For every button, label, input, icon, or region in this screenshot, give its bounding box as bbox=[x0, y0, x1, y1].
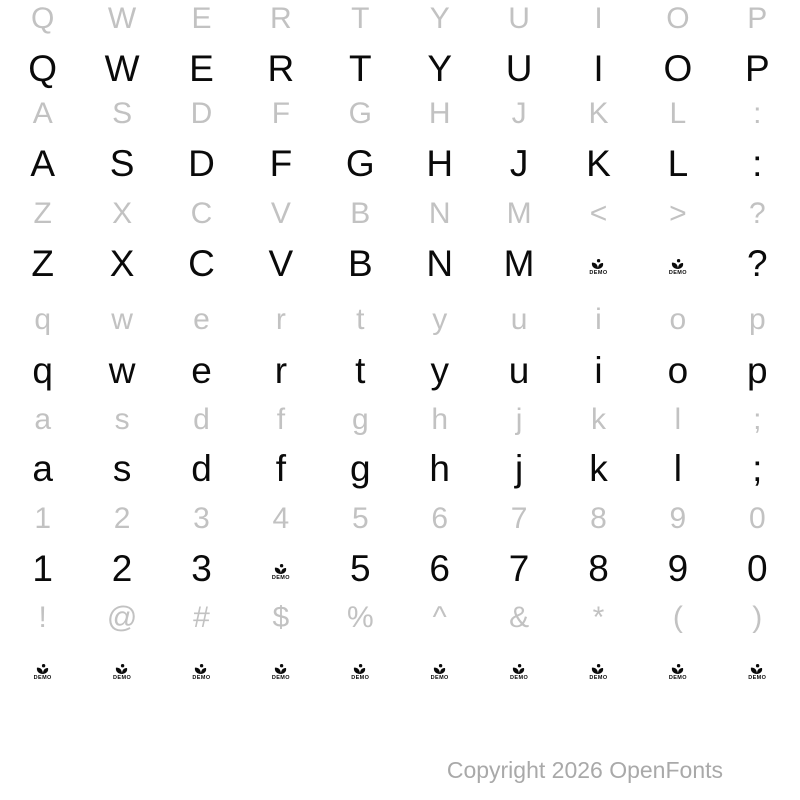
char-cell: g bbox=[351, 403, 369, 436]
char-cell: y bbox=[432, 303, 448, 336]
char-cell: p bbox=[748, 303, 766, 336]
char-cell: C bbox=[190, 197, 213, 230]
demo-label: DEMO bbox=[271, 575, 290, 582]
demo-label: DEMO bbox=[271, 675, 290, 682]
reference-symbols-row bbox=[3, 593, 797, 643]
demo-label: DEMO bbox=[668, 270, 687, 277]
char-cell: ? bbox=[747, 242, 768, 284]
demo-glyph bbox=[347, 662, 373, 682]
char-cell: Z bbox=[31, 242, 54, 284]
char-cell: o bbox=[669, 303, 687, 336]
char-cell: K bbox=[586, 142, 611, 184]
char-cell: 9 bbox=[669, 502, 687, 535]
reference-uppercase-home-row bbox=[3, 89, 797, 139]
specimen-lowercase-qwerty-row bbox=[3, 345, 797, 395]
char-cell: V bbox=[270, 197, 291, 230]
char-cell: V bbox=[268, 242, 294, 284]
char-cell: W bbox=[107, 2, 137, 35]
demo-label: DEMO bbox=[748, 675, 767, 682]
char-cell: l bbox=[674, 403, 682, 436]
reference-lowercase-qwerty-row bbox=[3, 295, 797, 345]
char-cell: r bbox=[275, 303, 286, 336]
char-cell: H bbox=[426, 142, 454, 184]
char-cell: F bbox=[269, 142, 293, 184]
char-cell: 6 bbox=[431, 502, 449, 535]
char-cell: D bbox=[190, 97, 213, 130]
char-cell: Q bbox=[28, 47, 58, 89]
char-cell: X bbox=[109, 242, 135, 284]
char-cell: q bbox=[34, 303, 52, 336]
char-cell: t bbox=[356, 303, 365, 336]
specimen-lowercase-home-row bbox=[3, 443, 797, 493]
char-cell: ; bbox=[753, 403, 762, 436]
char-cell: w bbox=[111, 303, 133, 336]
char-cell: B bbox=[350, 197, 371, 230]
demo-glyph bbox=[30, 662, 56, 682]
demo-fleuron-icon bbox=[744, 662, 770, 675]
demo-fleuron-icon bbox=[585, 257, 611, 270]
char-cell: 7 bbox=[508, 547, 530, 589]
char-cell: P bbox=[747, 2, 768, 35]
char-cell: p bbox=[747, 349, 768, 391]
char-cell: J bbox=[509, 142, 529, 184]
char-cell: L bbox=[667, 142, 689, 184]
char-cell: 1 bbox=[34, 502, 52, 535]
char-cell: d bbox=[191, 447, 212, 489]
char-cell: E bbox=[189, 47, 214, 89]
demo-glyph bbox=[506, 662, 532, 682]
char-cell: R bbox=[267, 47, 295, 89]
char-cell: G bbox=[345, 142, 375, 184]
char-cell: u bbox=[508, 349, 530, 391]
demo-glyph bbox=[585, 662, 611, 682]
char-cell: y bbox=[430, 349, 449, 391]
demo-glyph bbox=[665, 662, 691, 682]
char-cell: L bbox=[669, 97, 687, 130]
demo-fleuron-icon bbox=[268, 662, 294, 675]
char-cell: T bbox=[348, 47, 372, 89]
char-cell: ? bbox=[748, 197, 766, 230]
char-cell: g bbox=[350, 447, 371, 489]
char-cell: B bbox=[347, 242, 373, 284]
char-cell: M bbox=[506, 197, 532, 230]
demo-glyph bbox=[109, 662, 135, 682]
char-cell: * bbox=[592, 601, 605, 634]
char-cell: W bbox=[104, 47, 140, 89]
demo-glyph bbox=[268, 662, 294, 682]
char-cell: A bbox=[32, 97, 53, 130]
char-cell: A bbox=[30, 142, 56, 184]
char-cell: $ bbox=[272, 601, 290, 634]
reference-digits-row bbox=[3, 494, 797, 544]
char-cell: 5 bbox=[351, 502, 369, 535]
specimen-uppercase-qwerty-row bbox=[3, 43, 797, 93]
reference-lowercase-home-row bbox=[3, 395, 797, 445]
char-cell: a bbox=[34, 403, 52, 436]
char-cell: E bbox=[191, 2, 212, 35]
char-cell: Y bbox=[427, 47, 453, 89]
char-cell: K bbox=[588, 97, 609, 130]
char-cell: i bbox=[594, 349, 603, 391]
demo-fleuron-icon bbox=[109, 662, 135, 675]
char-cell: j bbox=[515, 403, 523, 436]
char-cell: h bbox=[431, 403, 449, 436]
char-cell: J bbox=[511, 97, 527, 130]
char-cell: h bbox=[429, 447, 450, 489]
char-cell: Q bbox=[31, 2, 55, 35]
char-cell: 9 bbox=[667, 547, 689, 589]
char-cell: s bbox=[114, 403, 130, 436]
char-cell: N bbox=[426, 242, 454, 284]
char-cell: M bbox=[503, 242, 535, 284]
char-cell: R bbox=[270, 2, 292, 35]
char-cell: H bbox=[428, 97, 451, 130]
char-cell: q bbox=[32, 349, 53, 391]
demo-glyph bbox=[665, 257, 691, 277]
char-cell: a bbox=[32, 447, 53, 489]
char-cell: e bbox=[191, 349, 212, 391]
char-cell: 3 bbox=[193, 502, 210, 535]
copyright-text: Copyright 2026 OpenFonts bbox=[446, 757, 723, 783]
demo-label: DEMO bbox=[33, 675, 52, 682]
demo-glyph bbox=[585, 257, 611, 277]
reference-uppercase-qwerty-row bbox=[3, 0, 797, 44]
char-cell: X bbox=[112, 197, 133, 230]
demo-fleuron-icon bbox=[188, 662, 214, 675]
char-cell: k bbox=[589, 447, 608, 489]
demo-label: DEMO bbox=[589, 270, 608, 277]
char-cell: @ bbox=[106, 601, 138, 634]
demo-fleuron-icon bbox=[665, 257, 691, 270]
demo-label: DEMO bbox=[589, 675, 608, 682]
demo-label: DEMO bbox=[510, 675, 529, 682]
char-cell: e bbox=[193, 303, 210, 336]
char-cell: r bbox=[274, 349, 288, 391]
char-cell: U bbox=[508, 2, 530, 35]
char-cell: : bbox=[753, 97, 762, 130]
char-cell: T bbox=[351, 2, 370, 35]
demo-fleuron-icon bbox=[506, 662, 532, 675]
demo-glyph bbox=[427, 662, 453, 682]
specimen-uppercase-home-row bbox=[3, 138, 797, 188]
char-cell: Y bbox=[429, 2, 450, 35]
demo-fleuron-icon bbox=[585, 662, 611, 675]
char-cell: O bbox=[663, 47, 693, 89]
char-cell: Z bbox=[33, 197, 52, 230]
char-cell: & bbox=[509, 601, 530, 634]
reference-uppercase-bottom-row bbox=[3, 189, 797, 239]
char-cell: I bbox=[593, 47, 604, 89]
demo-glyph bbox=[188, 662, 214, 682]
char-cell: 2 bbox=[111, 547, 133, 589]
demo-label: DEMO bbox=[430, 675, 449, 682]
specimen-digits-row bbox=[3, 543, 797, 593]
demo-fleuron-icon bbox=[427, 662, 453, 675]
char-cell: C bbox=[188, 242, 215, 284]
specimen-uppercase-bottom-row bbox=[3, 238, 797, 288]
char-cell: 7 bbox=[510, 502, 528, 535]
demo-label: DEMO bbox=[668, 675, 687, 682]
char-cell: ! bbox=[38, 601, 47, 634]
char-cell: s bbox=[112, 447, 132, 489]
char-cell: 4 bbox=[272, 502, 290, 535]
char-cell: D bbox=[188, 142, 215, 184]
demo-label: DEMO bbox=[351, 675, 370, 682]
char-cell: 0 bbox=[748, 502, 766, 535]
char-cell: 5 bbox=[350, 547, 371, 589]
char-cell: I bbox=[594, 2, 603, 35]
char-cell: O bbox=[666, 2, 690, 35]
demo-label: DEMO bbox=[113, 675, 132, 682]
char-cell: 0 bbox=[747, 547, 768, 589]
char-cell: 1 bbox=[32, 547, 53, 589]
char-cell: 3 bbox=[191, 547, 212, 589]
char-cell: 2 bbox=[113, 502, 131, 535]
char-cell: S bbox=[112, 97, 133, 130]
char-cell: > bbox=[669, 197, 687, 230]
char-cell: N bbox=[428, 197, 451, 230]
demo-label: DEMO bbox=[192, 675, 211, 682]
demo-fleuron-icon bbox=[30, 662, 56, 675]
char-cell: 8 bbox=[590, 502, 607, 535]
char-cell: f bbox=[276, 403, 286, 436]
char-cell: S bbox=[109, 142, 135, 184]
char-cell: w bbox=[108, 349, 136, 391]
char-cell: % bbox=[346, 601, 374, 634]
char-cell: # bbox=[193, 601, 210, 634]
char-cell: d bbox=[193, 403, 210, 436]
demo-fleuron-icon bbox=[268, 562, 294, 575]
demo-glyph bbox=[744, 662, 770, 682]
char-cell: ^ bbox=[432, 601, 447, 634]
char-cell: j bbox=[514, 447, 524, 489]
char-cell: ( bbox=[672, 601, 683, 634]
demo-fleuron-icon bbox=[665, 662, 691, 675]
char-cell: < bbox=[589, 197, 608, 230]
char-cell: ) bbox=[752, 601, 763, 634]
char-cell: ; bbox=[752, 447, 763, 489]
char-cell: u bbox=[510, 303, 528, 336]
char-cell: t bbox=[355, 349, 366, 391]
char-cell: l bbox=[673, 447, 682, 489]
char-cell: i bbox=[595, 303, 602, 336]
char-cell: : bbox=[752, 142, 763, 184]
char-cell: f bbox=[275, 447, 287, 489]
char-cell: G bbox=[348, 97, 372, 130]
demo-glyph bbox=[268, 562, 294, 582]
char-cell: 6 bbox=[429, 547, 450, 589]
demo-watermark-row bbox=[3, 643, 797, 693]
char-cell: k bbox=[590, 403, 606, 436]
demo-fleuron-icon bbox=[347, 662, 373, 675]
char-cell: F bbox=[271, 97, 291, 130]
char-cell: U bbox=[505, 47, 533, 89]
char-cell: o bbox=[667, 349, 689, 391]
char-cell: P bbox=[744, 47, 770, 89]
char-cell: 8 bbox=[588, 547, 609, 589]
